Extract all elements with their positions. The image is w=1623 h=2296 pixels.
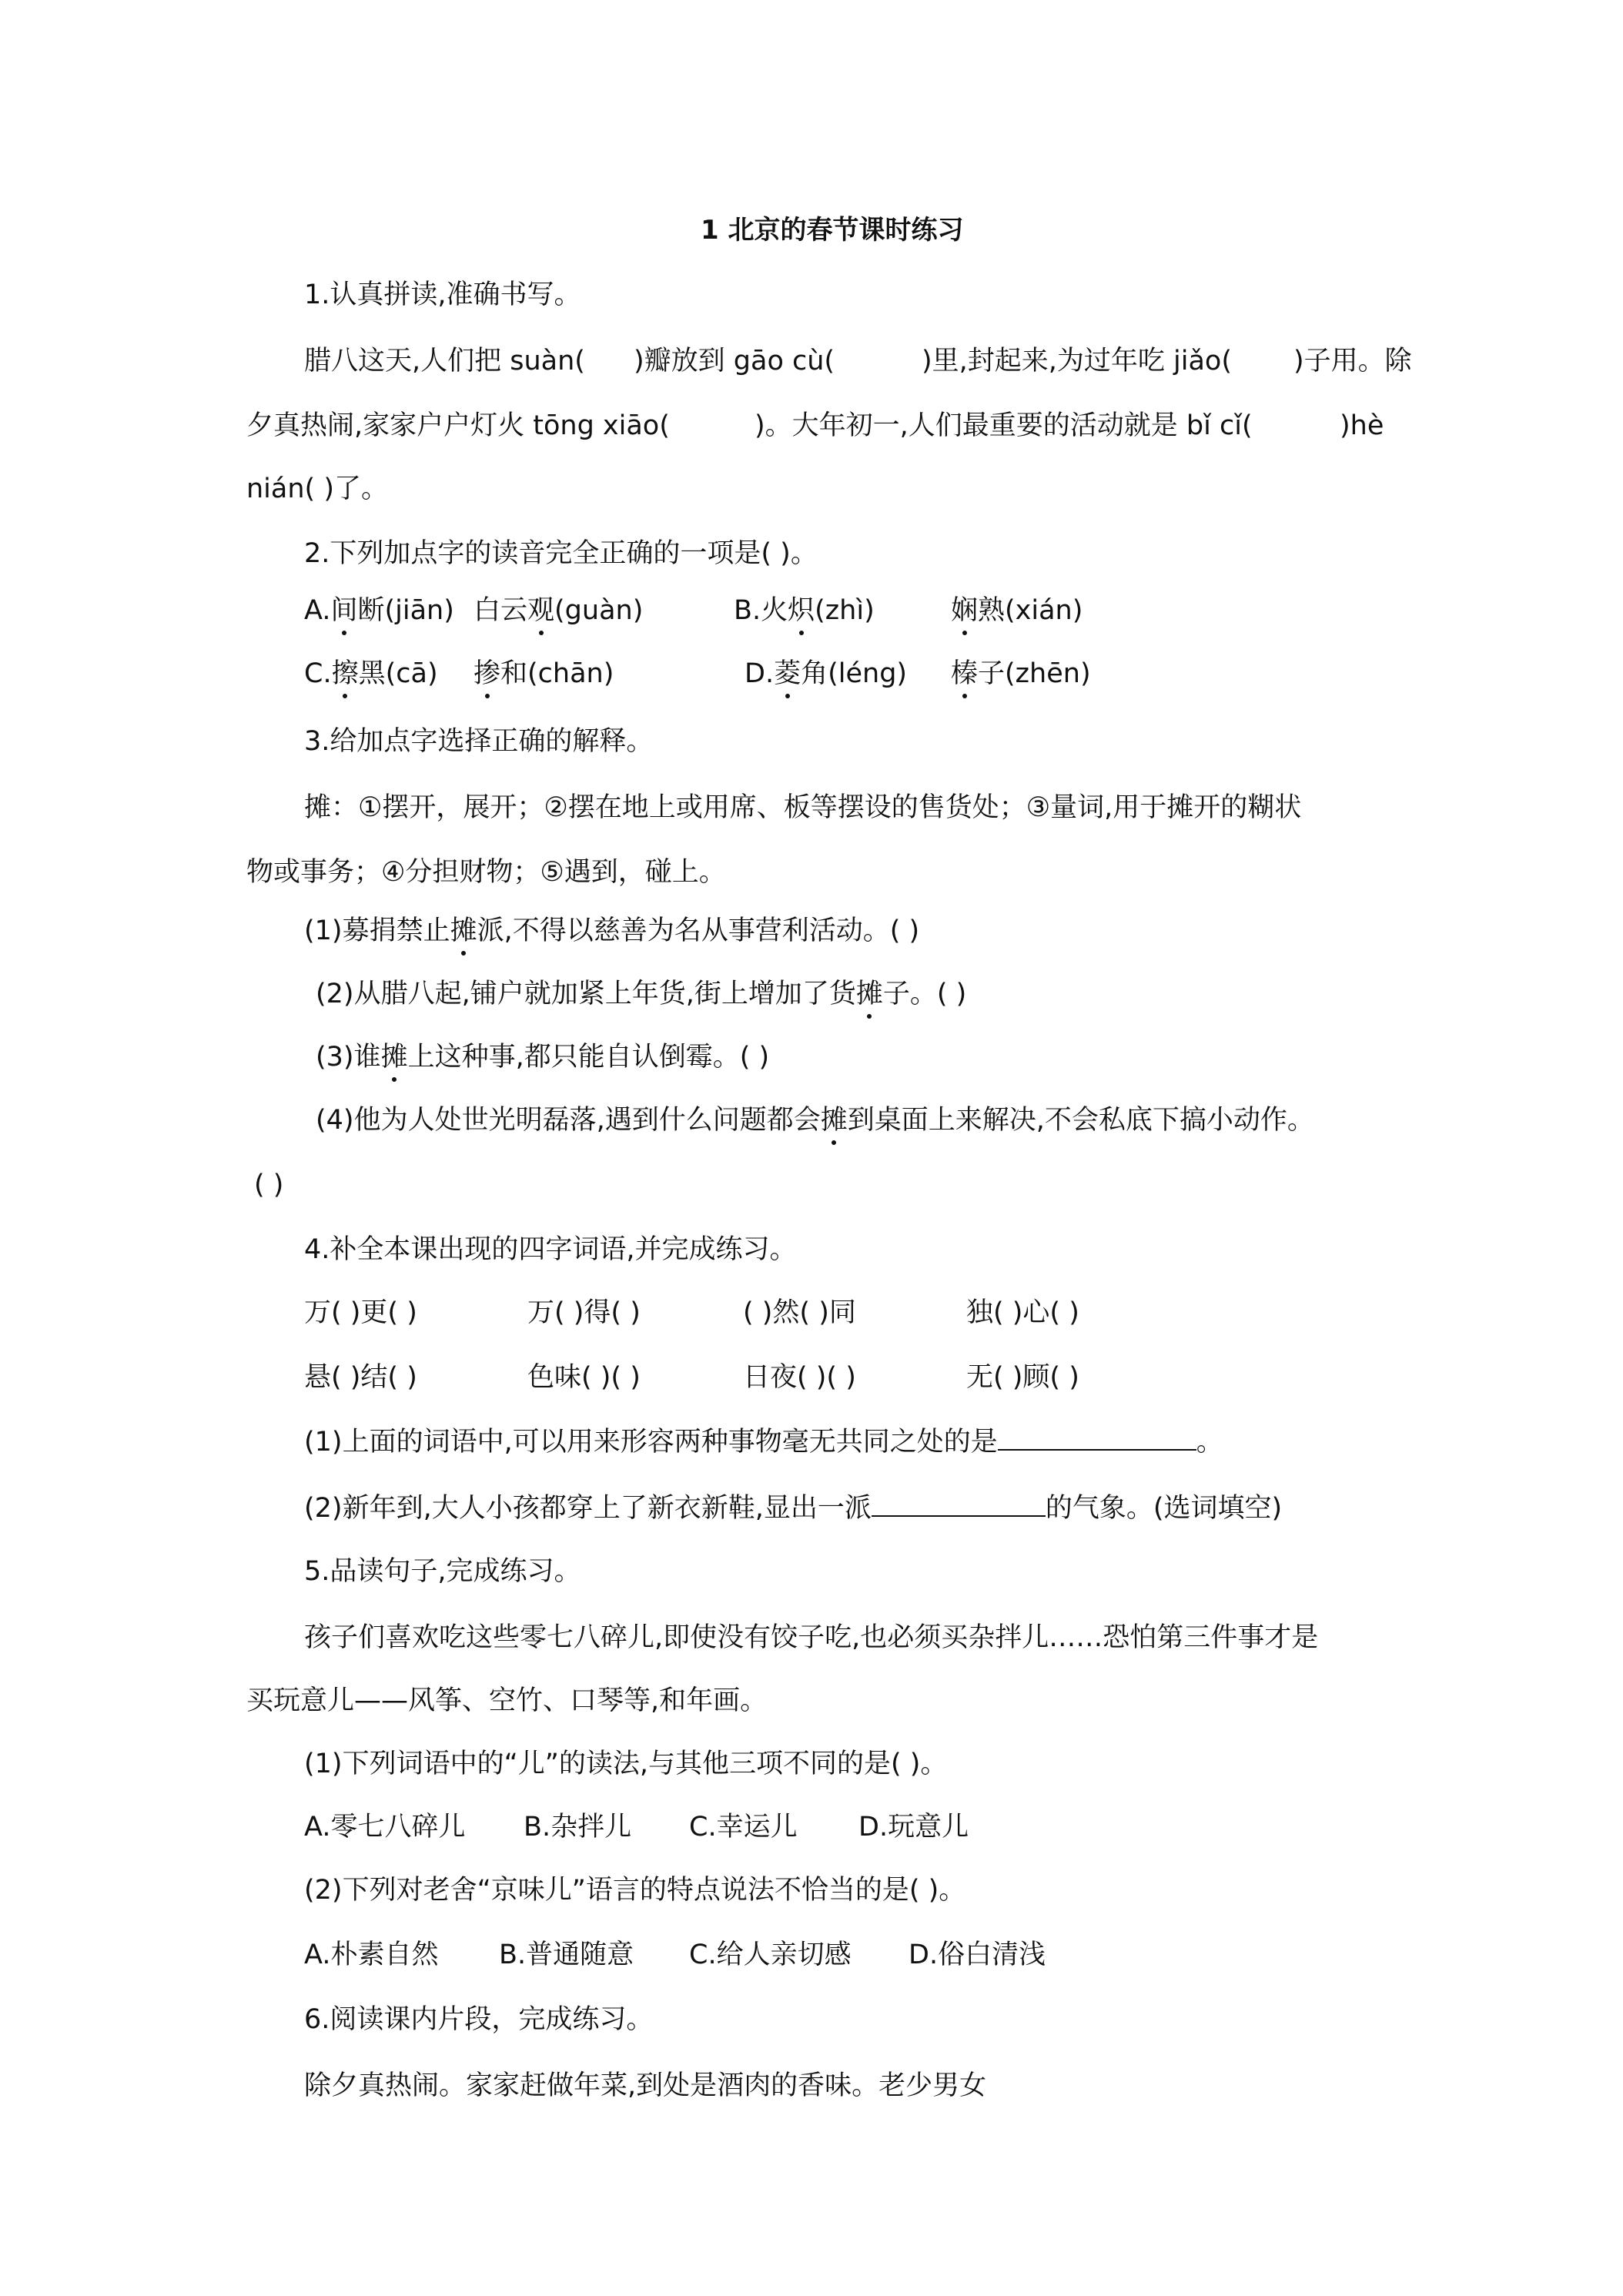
sentence-text: (1)募捐禁止 bbox=[304, 915, 450, 946]
sentence-text: 派,不得以慈善为名从事营利活动。( ) bbox=[477, 915, 920, 946]
option-a: A.零七八碎儿 bbox=[304, 1812, 466, 1842]
option-letter: C. bbox=[304, 658, 332, 689]
q1-text: 腊八这天,人们把 suàn( bbox=[304, 346, 585, 377]
q5-passage-2: 买玩意儿——风筝、空竹、口琴等,和年画。 bbox=[246, 1685, 768, 1716]
q3-sentence-4-answer: ( ) bbox=[254, 1170, 284, 1200]
q4-sub-1 bbox=[304, 1424, 1223, 1460]
option-c: C.给人亲切感 bbox=[689, 1940, 852, 1970]
option-b: B.杂拌儿 bbox=[524, 1812, 632, 1842]
q2-option-a bbox=[304, 593, 454, 628]
q1-text: )里,封起来,为过年吃 jiǎo( bbox=[922, 346, 1232, 377]
q5-passage-1: 孩子们喜欢吃这些零七八碎儿,即使没有饺子吃,也必须买杂拌儿……恐怕第三件事才是 bbox=[304, 1622, 1319, 1653]
page-title: 1 北京的春节课时练习 bbox=[701, 215, 964, 246]
q6-heading: 6.阅读课内片段，完成练习。 bbox=[304, 2004, 654, 2035]
option-letter: A. bbox=[304, 595, 331, 626]
dotted-char: 榛 bbox=[951, 656, 978, 691]
q1-text: )子用。除 bbox=[1293, 346, 1412, 377]
sentence-text: (3)谁 bbox=[316, 1042, 381, 1073]
q1-text: )。大年初一,人们最重要的活动就是 bǐ cǐ( bbox=[755, 410, 1253, 441]
q4-sub-2 bbox=[304, 1491, 1282, 1526]
q3-sentence-1 bbox=[304, 913, 919, 949]
pinyin-text: 断(jiān) bbox=[357, 595, 454, 626]
pinyin-text: 黑(cā) bbox=[358, 658, 438, 689]
idiom-blank: 独( )心( ) bbox=[966, 1297, 1079, 1328]
dotted-char: 炽 bbox=[788, 593, 815, 628]
q2-option-c bbox=[304, 656, 438, 691]
q2-option-b-2 bbox=[951, 593, 1083, 628]
dotted-char: 摊 bbox=[381, 1039, 408, 1075]
dotted-char: 间 bbox=[330, 593, 357, 628]
q2-option-c-2 bbox=[474, 656, 614, 691]
q6-passage-1: 除夕真热闹。家家赶做年菜,到处是酒肉的香味。老少男女 bbox=[304, 2070, 987, 2101]
q5-heading: 5.品读句子,完成练习。 bbox=[304, 1556, 581, 1587]
question-text: (1)上面的词语中,可以用来形容两种事物毫无共同之处的是 bbox=[304, 1427, 998, 1458]
word-text: 白云 bbox=[474, 595, 528, 626]
q2-option-d-2 bbox=[951, 656, 1091, 691]
q2-option-a-2 bbox=[474, 593, 643, 628]
option-letter: B.火 bbox=[734, 595, 788, 626]
dotted-char: 摊 bbox=[821, 1103, 848, 1138]
sentence-text: 子。( ) bbox=[882, 979, 967, 1009]
idiom-blank: 无( )顾( ) bbox=[966, 1362, 1079, 1393]
q5-sub-1: (1)下列词语中的“儿”的读法,与其他三项不同的是( )。 bbox=[304, 1749, 948, 1779]
q2-heading: 2.下列加点字的读音完全正确的一项是( )。 bbox=[304, 538, 818, 569]
idiom-blank: 悬( )结( ) bbox=[304, 1362, 417, 1393]
idiom-blank: 日夜( )( ) bbox=[743, 1362, 856, 1393]
pinyin-text: 角(léng) bbox=[801, 658, 908, 689]
q3-heading: 3.给加点字选择正确的解释。 bbox=[304, 726, 654, 757]
q1-heading: 1.认真拼读,准确书写。 bbox=[304, 279, 581, 310]
sentence-text: (4)他为人处世光明磊落,遇到什么问题都会 bbox=[316, 1105, 821, 1136]
dotted-char: 擦 bbox=[332, 656, 359, 691]
idiom-blank: ( )然( )同 bbox=[743, 1297, 856, 1328]
pinyin-text: (guàn) bbox=[554, 595, 644, 626]
q3-sentence-4 bbox=[316, 1103, 1314, 1138]
q2-option-d bbox=[745, 656, 907, 691]
pinyin-text: (zhì) bbox=[815, 595, 875, 626]
question-text: (2)新年到,大人小孩都穿上了新衣新鞋,显出一派 bbox=[304, 1493, 872, 1524]
option-a: A.朴素自然 bbox=[304, 1940, 439, 1970]
answer-line bbox=[872, 1491, 1046, 1517]
pinyin-text: 熟(xián) bbox=[978, 595, 1083, 626]
q1-line-3: nián( )了。 bbox=[246, 474, 388, 504]
option-letter: D. bbox=[745, 658, 775, 689]
dotted-char: 菱 bbox=[774, 656, 801, 691]
q1-text: )瓣放到 gāo cù( bbox=[634, 346, 835, 377]
pinyin-text: 和(chān) bbox=[500, 658, 614, 689]
dotted-char: 娴 bbox=[951, 593, 978, 628]
idiom-blank: 万( )得( ) bbox=[527, 1297, 641, 1328]
option-b: B.普通随意 bbox=[499, 1940, 634, 1970]
answer-line bbox=[998, 1424, 1196, 1451]
sentence-text: 上这种事,都只能自认倒霉。( ) bbox=[407, 1042, 770, 1073]
q1-text: 夕真热闹,家家户户灯火 tōng xiāo( bbox=[246, 410, 670, 441]
idiom-blank: 万( )更( ) bbox=[304, 1297, 417, 1328]
q3-definition-2: 物或事务；④分担财物；⑤遇到，碰上。 bbox=[246, 857, 726, 888]
q1-text: )hè bbox=[1340, 410, 1384, 441]
sentence-text: (2)从腊八起,铺户就加紧上年货,街上增加了货 bbox=[316, 979, 856, 1009]
q3-sentence-2 bbox=[316, 976, 966, 1012]
dotted-char: 观 bbox=[527, 593, 554, 628]
q5-sub-2: (2)下列对老舍“京味儿”语言的特点说法不恰当的是( )。 bbox=[304, 1875, 966, 1906]
q3-sentence-3 bbox=[316, 1039, 769, 1075]
q2-option-b bbox=[734, 593, 875, 628]
dotted-char: 掺 bbox=[474, 656, 500, 691]
option-c: C.幸运儿 bbox=[689, 1812, 798, 1842]
option-d: D.俗白清浅 bbox=[909, 1940, 1046, 1970]
option-d: D.玩意儿 bbox=[858, 1812, 969, 1842]
sentence-text: 到桌面上来解决,不会私底下搞小动作。 bbox=[847, 1105, 1314, 1136]
question-text: 的气象。(选词填空) bbox=[1045, 1493, 1283, 1524]
q4-heading: 4.补全本课出现的四字词语,并完成练习。 bbox=[304, 1234, 797, 1265]
dotted-char: 摊 bbox=[450, 913, 477, 949]
dotted-char: 摊 bbox=[856, 976, 883, 1012]
idiom-blank: 色味( )( ) bbox=[527, 1362, 641, 1393]
question-text: 。 bbox=[1196, 1427, 1223, 1458]
q3-definition-1: 摊：①摆开，展开；②摆在地上或用席、板等摆设的售货处；③量词,用于摊开的糊状 bbox=[304, 792, 1302, 823]
pinyin-text: 子(zhēn) bbox=[978, 658, 1091, 689]
